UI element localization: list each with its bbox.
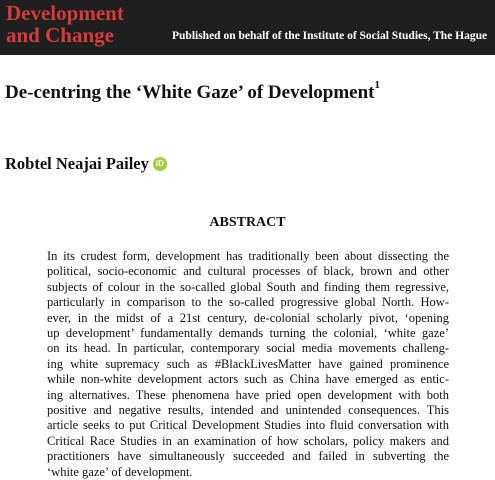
- abstract-line: Critical Race Studies in an examination of how scholars, policy makers and: [47, 433, 449, 448]
- journal-banner: [0, 0, 495, 55]
- abstract-line: subjects of colour in the so-called global South and finding them regressive,: [47, 279, 449, 294]
- abstract-body: [47, 249, 449, 480]
- abstract-line: particularly in comparison to the so-called progressive global North. How-: [47, 295, 449, 310]
- abstract-line: political, socio-economic and cultural processes of black, brown and other: [47, 264, 449, 279]
- orcid-icon[interactable]: iD: [153, 157, 167, 171]
- abstract-line: ever, in the midst of a 21st century, de-colonial scholarly pivot, ‘opening: [47, 310, 449, 325]
- abstract-line: ‘white gaze’ of development.: [47, 464, 193, 479]
- abstract-line: up development’ fundamentally demands turning the colonial, ‘white gaze’: [47, 326, 449, 341]
- journal-name-line-1: Development: [6, 1, 124, 25]
- journal-name: [6, 2, 124, 46]
- article-title-text: De-centring the ‘White Gaze’ of Development: [5, 82, 375, 103]
- abstract-line: ing white supremacy such as #BlackLivesMatter have gained prominence: [47, 356, 449, 371]
- author-line: [5, 154, 167, 174]
- publisher-note: Published on behalf of the Institute of Social Studies, The Hague: [172, 30, 488, 42]
- abstract-line: while non-white development actors such as China have emerged as entic-: [47, 372, 449, 387]
- author-name: Robtel Neajai Pailey: [5, 154, 149, 173]
- article-title: [5, 79, 381, 104]
- abstract-line: positive and negative results, intended and unintended consequences. This: [47, 403, 449, 418]
- abstract-line: In its crudest form, development has traditionally been about dissecting the: [47, 249, 449, 263]
- abstract-line: article seeks to put Critical Development Studies into fluid conversation with: [47, 418, 449, 433]
- footnote-marker[interactable]: 1: [374, 79, 381, 91]
- abstract-line: practitioners have simultaneously succeeded and failed in subverting the: [47, 449, 449, 464]
- journal-name-line-2: and Change: [6, 23, 114, 47]
- abstract-line: ing alternatives. These phenomena have pried open development with both: [47, 387, 449, 402]
- abstract-line: on its head. In particular, contemporary social media movements challeng-: [47, 341, 449, 356]
- abstract-heading: ABSTRACT: [209, 215, 286, 230]
